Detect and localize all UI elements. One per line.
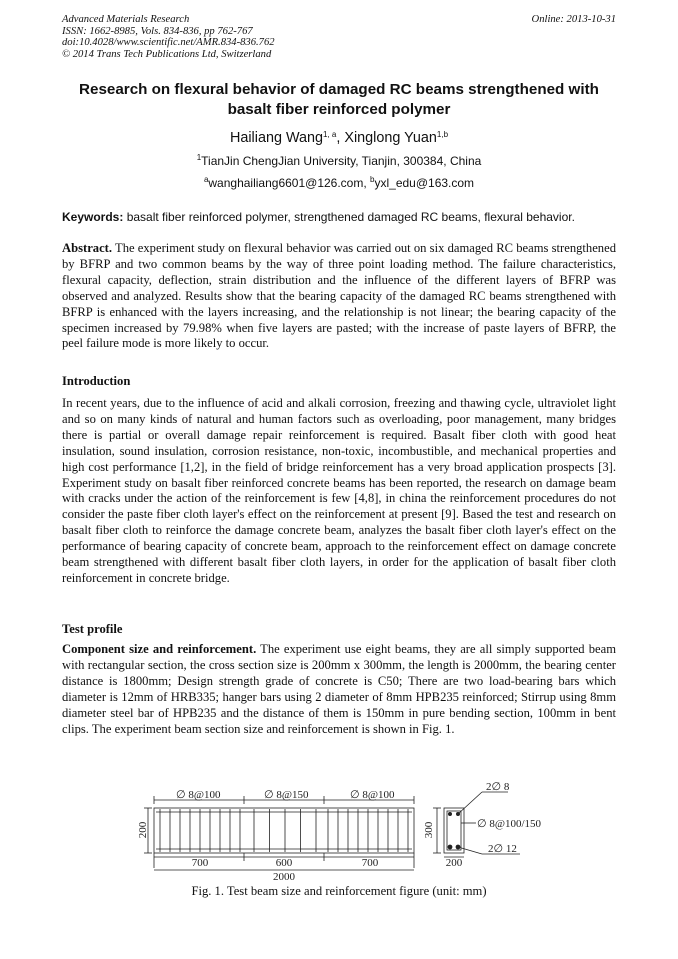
online-date: Online: 2013-10-31 [531, 14, 616, 25]
section-heading-introduction: Introduction [62, 374, 131, 388]
journal-name: Advanced Materials Research [62, 14, 190, 25]
email-line [0, 176, 678, 191]
title-line-1: Research on flexural behavior of damaged RC beams strengthened with [79, 81, 599, 98]
author-line [0, 128, 678, 148]
segment-right-label: 700 [361, 857, 379, 869]
doi-line[interactable]: doi:10.4028/www.scientific.net/AMR.834-836.762 [62, 37, 275, 49]
author-1-sup: 1, a [323, 130, 337, 139]
section-heading-test-profile: Test profile [62, 622, 123, 636]
affiliation-sup: 1 [196, 153, 202, 162]
beam-height-label: 200 [137, 821, 149, 839]
stirrup-mid-label: ∅ 8@150 [264, 789, 309, 801]
beam-outline [154, 808, 414, 853]
stirrup-left-label: ∅ 8@100 [176, 789, 221, 801]
affiliation [0, 154, 678, 169]
beam-diagram [130, 778, 550, 882]
test-profile-text [62, 642, 616, 737]
figure-caption: Fig. 1. Test beam size and reinforcement figure (unit: mm) [191, 884, 487, 898]
segment-mid-label: 600 [275, 857, 293, 869]
author-2-sup: 1,b [436, 130, 449, 139]
bottom-bars-label: 2∅ 12 [488, 843, 517, 855]
author-2: Xinglong Yuan [344, 130, 437, 146]
email-a-sup: a [203, 175, 209, 184]
email-a[interactable]: wanghailiang6601@126.com [208, 176, 364, 190]
component-size-label: Component size and reinforcement. [62, 642, 257, 656]
segment-left-label: 700 [191, 857, 209, 869]
paper-title [50, 80, 628, 120]
copyright-line: © 2014 Trans Tech Publications Ltd, Switzerland [62, 48, 272, 60]
issn-line: ISSN: 1662-8985, Vols. 834-836, pp 762-767 [62, 25, 253, 37]
page-header [62, 14, 616, 60]
section-stirrup [447, 811, 461, 850]
introduction-text: In recent years, due to the influence of acid and alkali corrosion, freezing and thawing cycle, ultraviolet light and so on many kinds of natural and human factors such as overloading, poor management, many bridges there is partial or overall damage repair reinforcement is required. Basalt fiber cloth with good heat insulation, sound insulation, corrosion resistance, non-toxic, incombustible, and mechanical properties and high cost performance [1,2], in the field of bridge reinforcement has a very broad application prospects [3]. Experiment study on basalt fiber reinforced concrete beams has been reported, the research on damage beam with cracks under the action of the reinforcement is few [4,8], in china the reinforcement procedures do not consider the paste fiber cloth layer's effect on the reinforcement at present [9]. Based the test and research on basalt fiber cloth to reinforce the damage concrete beam, analyzes the basalt fiber cloth layer's effect on the performance of bearing capacity of concrete beam, approach to the reinforcement effect on damage concrete beam strengthened with different basalt fiber cloth layers, in order for the application of basalt fiber cloth reinforcement in concrete bridge. [62, 396, 616, 585]
top-bars-label: 2∅ 8 [486, 781, 510, 793]
author-separator: , [336, 130, 345, 146]
email-b-sup: b [370, 175, 375, 184]
keywords-label: Keywords: [62, 210, 124, 224]
email-b[interactable]: yxl_edu@163.com [374, 176, 475, 190]
bottom-bar-left [448, 845, 452, 849]
top-bar-leader [458, 792, 482, 814]
abstract [62, 241, 616, 352]
stirrup-right-label: ∅ 8@100 [350, 789, 395, 801]
section-stirrup-label: ∅ 8@100/150 [477, 818, 542, 830]
abstract-text: The experiment study on flexural behavior was carried out on six damaged RC beams strengthened by BFRP and two common beams by the way of three point loading method. The failure characteristics, flexural capacity, deflection, strain distribution and the influence of the different layers of BFRP was observed and analyzed. Results show that the bearing capacity of the damaged RC beams strengthened with BFRP is enhanced with the layers increasing, and the relationship is not linear; the bearing capacity of the specimen increased by 79.98% when five layers are pasted; with the increase of paste layers of BFRP, the peel failure mode is more likely to occur. [62, 241, 616, 351]
affiliation-text: TianJin ChengJian University, Tianjin, 300384, China [201, 154, 482, 168]
component-size-text: The experiment use eight beams, they are all simply supported beam with rectangular section, the cross section size is 200mm x 300mm, the length is 2000mm, the bearing center distance is 1800mm; Design strength grade of concrete is C50; There are two load-bearing bars which diameter is 12mm of HRB335; hanger bars using 2 diameter of 8mm HPB235 reinforced; Stirrup using 8mm diameter steel bar of HPB235 and the distance of them is 150mm in pure bending section, 100mm in bent clips. The experiment beam section size and reinforcement is shown in Fig. 1. [62, 642, 617, 736]
top-bar-left [448, 812, 451, 815]
total-length-label: 2000 [273, 871, 295, 882]
keywords-text: basalt fiber reinforced polymer, strengthened damaged RC beams, flexural behavior. [123, 210, 575, 224]
email-separator: , [363, 176, 371, 190]
abstract-label: Abstract. [62, 241, 113, 255]
figure-1 [130, 778, 550, 887]
stirrups [160, 809, 408, 852]
section-width-label: 200 [445, 857, 463, 869]
keywords [62, 210, 616, 225]
section-height-label: 300 [423, 821, 435, 839]
title-line-2: basalt fiber reinforced polymer [227, 101, 451, 118]
author-1: Hailiang Wang [229, 130, 324, 146]
